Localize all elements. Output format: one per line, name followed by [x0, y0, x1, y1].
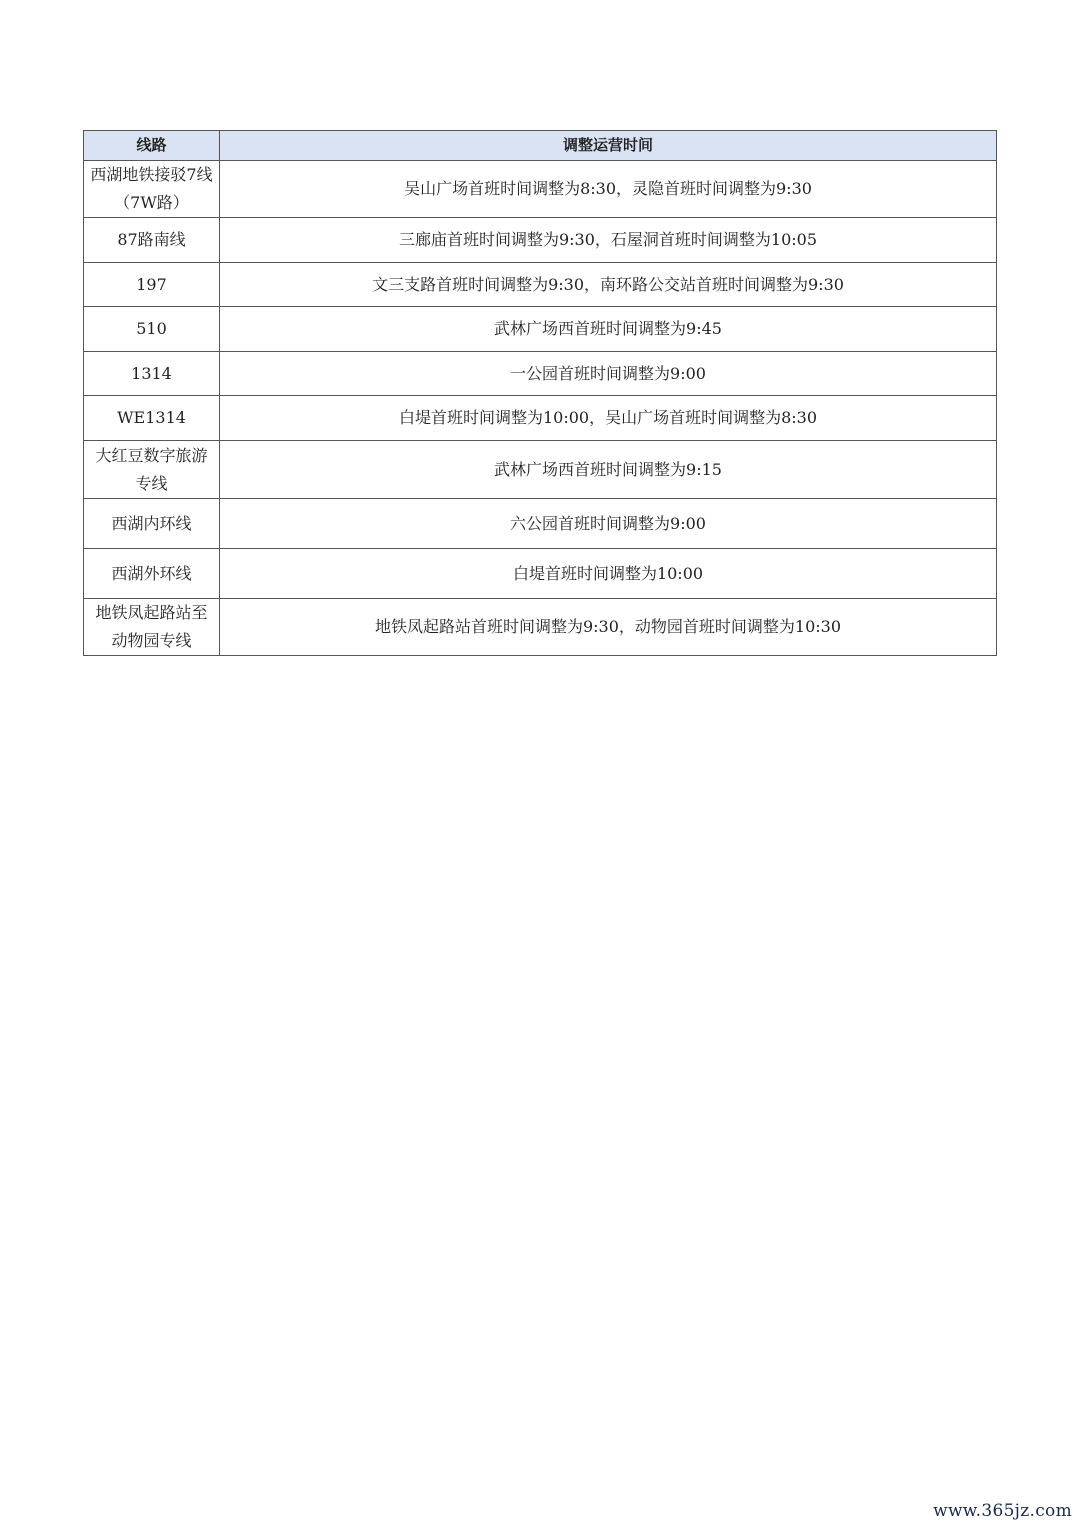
schedule-change: 地铁凤起路站首班时间调整为9:30，动物园首班时间调整为10:30: [220, 599, 997, 656]
route-name: 西湖内环线: [84, 499, 220, 549]
route-name: 87路南线: [84, 218, 220, 263]
table-header-row: [84, 131, 997, 161]
header-line: 线路: [84, 131, 220, 161]
route-name: 地铁凤起路站至动物园专线: [84, 599, 220, 656]
table-row: [84, 599, 997, 656]
table-row: [84, 441, 997, 499]
route-name: 197: [84, 263, 220, 307]
schedule-change: 三廊庙首班时间调整为9:30，石屋洞首班时间调整为10:05: [220, 218, 997, 263]
table-row: [84, 218, 997, 263]
schedule-change: 武林广场西首班时间调整为9:45: [220, 307, 997, 352]
schedule-change: 武林广场西首班时间调整为9:15: [220, 441, 997, 499]
schedule-table: [83, 130, 997, 656]
table-row: [84, 396, 997, 441]
route-name: WE1314: [84, 396, 220, 441]
route-name: 510: [84, 307, 220, 352]
table-row: [84, 549, 997, 599]
watermark: www.365jz.com: [933, 1501, 1072, 1521]
route-name: 1314: [84, 352, 220, 396]
table-row: [84, 161, 997, 218]
schedule-change: 吴山广场首班时间调整为8:30，灵隐首班时间调整为9:30: [220, 161, 997, 218]
table-row: [84, 352, 997, 396]
schedule-change: 白堤首班时间调整为10:00: [220, 549, 997, 599]
route-name: 西湖外环线: [84, 549, 220, 599]
schedule-change: 一公园首班时间调整为9:00: [220, 352, 997, 396]
schedule-change: 白堤首班时间调整为10:00，吴山广场首班时间调整为8:30: [220, 396, 997, 441]
table-row: [84, 307, 997, 352]
schedule-change: 文三支路首班时间调整为9:30，南环路公交站首班时间调整为9:30: [220, 263, 997, 307]
table-row: [84, 263, 997, 307]
route-name: 大红豆数字旅游专线: [84, 441, 220, 499]
schedule-change: 六公园首班时间调整为9:00: [220, 499, 997, 549]
route-name: 西湖地铁接驳7线（7W路）: [84, 161, 220, 218]
table-row: [84, 499, 997, 549]
header-adjusted-time: 调整运营时间: [220, 131, 997, 161]
